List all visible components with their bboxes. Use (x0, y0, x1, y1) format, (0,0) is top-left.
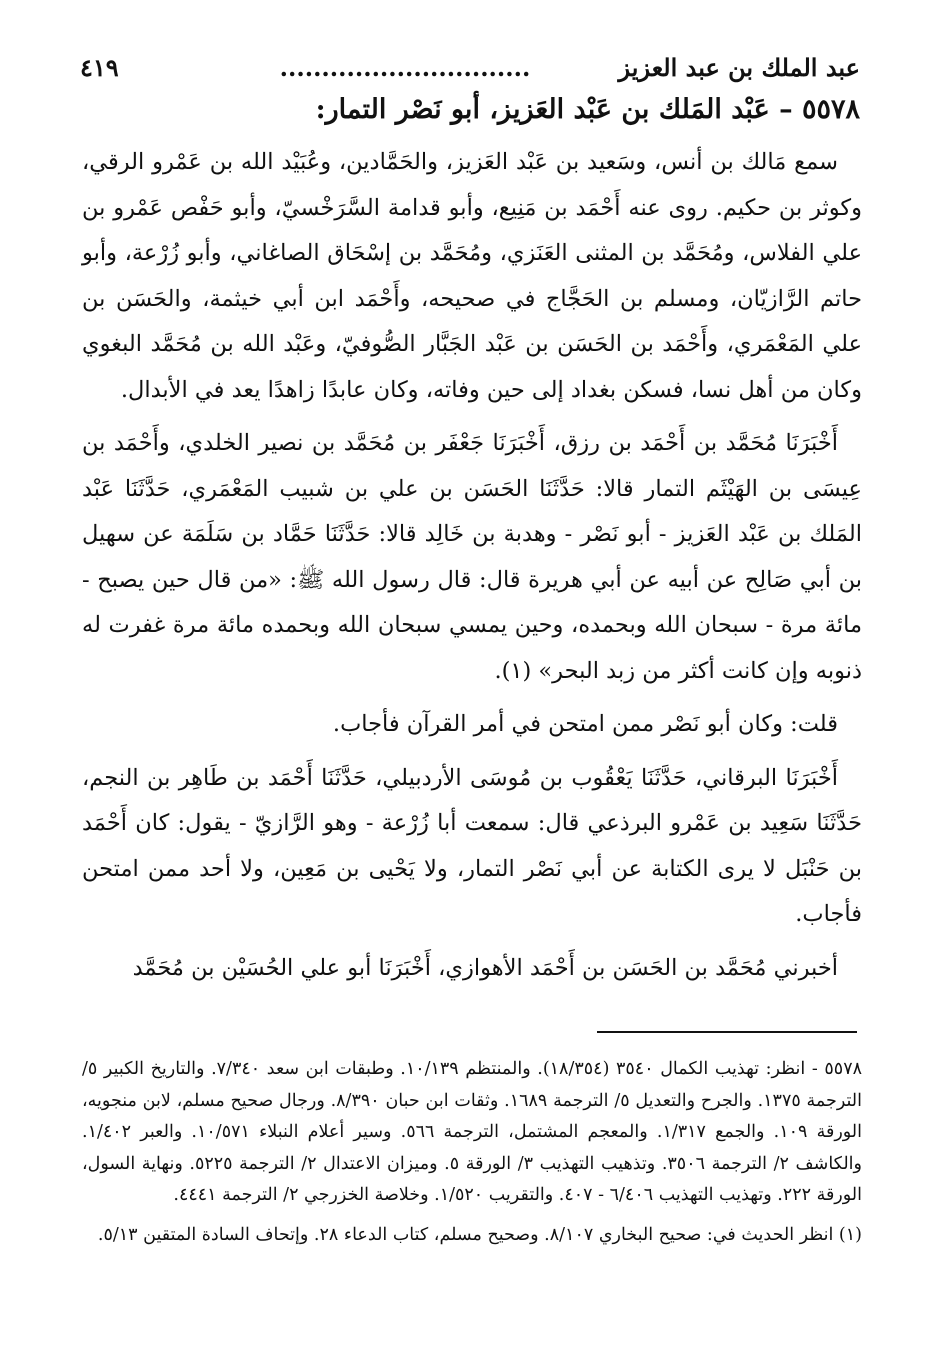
running-header (80, 48, 860, 88)
entry-paragraph-remark: قلت: وكان أبو نَصْر ممن امتحن في أمر القرآن فأجاب. (332, 711, 838, 737)
footnote-sources: ٥٥٧٨ - انظر: تهذيب الكمال ٣٥٤٠ (١٨/٣٥٤). والمنتظم ١٠/١٣٩. وطبقات ابن سعد ٧/٣٤٠. والتاريخ الكبير ٥/ الترجمة ١٣٧٥. والجرح والتعديل ٥/ الترجمة ١٦٨٩. وثقات ابن حبان ٨/٣٩٠. ورجال صحيح مسلم، لابن منجويه، الورقة ١٠٩. والجمع ١/٣١٧. والمعجم المشتمل، الترجمة ٥٦٦. وسير أعلام النبلاء ١٠/٥٧١. والعبر ١/٤٠٢. والكاشف ٢/ الترجمة ٣٥٠٦. وتذهيب التهذيب ٣/ الورقة ٥. وميزان الاعتدال ٢/ الترجمة ٥٢٢٥. ونهاية السول، الورقة ٢٢٢. وتهذيب التهذيب ٦/٤٠٦ - ٤٠٧. والتقريب ١/٥٢٠. وخلاصة الخزرجي ٢/ الترجمة ٤٤٤١. (82, 1059, 863, 1205)
entry-paragraph-continued: أخبرني مُحَمَّد بن الحَسَن بن أَحْمَد الأهوازي، أَخْبَرَنَا أبو علي الحُسَيْن بن مُحَمَّد (132, 954, 838, 981)
page-number: ٤١٩ (80, 53, 119, 82)
running-header-title: عبد الملك بن عبد العزيز (618, 53, 860, 82)
entry-paragraph-hadith: أَخْبَرَنَا مُحَمَّد بن أَحْمَد بن رزق، أَخْبَرَنَا جَعْفَر بن مُحَمَّد بن نصير الخلدي، وأَحْمَد بن عِيسَى بن الهَيْثَم التمار قالا: حَدَّثَنَا الحَسَن بن علي بن شبيب المَعْمَري، حَدَّثَنَا عَبْد المَلك بن عَبْد العَزيز - أبو نَصْر - وهدبة بن خَالِد قالا: حَدَّثَنَا حَمَّاد بن سَلَمَة عن سهيل بن أبي صَالِح عن أبيه عن أبي هريرة قال: قال رسول الله ﷺ: «من قال حين يصبح - مائة مرة - سبحان الله وبحمده، وحين يمسي سبحان الله وبحمده مائة مرة غفرت له ذنوبه وإن كانت أكثر من زبد البحر» (١). (82, 430, 862, 684)
footnote-hadith-reference: (١) انظر الحديث في: صحيح البخاري ٨/١٠٧. وصحيح مسلم، كتاب الدعاء ٢٨. وإتحاف السادة المتقين ٥/١٣. (97, 1224, 862, 1245)
running-header-leader-dots: .............................. (279, 53, 531, 82)
entry-body (82, 140, 862, 991)
entry-paragraph-biography: سمع مَالك بن أنس، وسَعيد بن عَبْد العَزيز، والحَمَّادين، وعُبَيْد الله بن عَمْرو الرقي، وكوثر بن حكيم. روى عنه أَحْمَد بن مَنِيع، وأبو قدامة السَّرَخْسيّ، وأبو حَفْص عَمْرو بن علي الفلاس، ومُحَمَّد بن المثنى العَنَزي، ومُحَمَّد بن إسْحَاق الصاغاني، وأبو زُرْعة، وأبو حاتم الرَّازيّان، ومسلم بن الحَجَّاج في صحيحه، وأَحْمَد ابن أبي خيثمة، والحَسَن بن علي المَعْمَري، وأَحْمَد بن الحَسَن بن عَبْد الجَبَّار الصُّوفيّ، وعَبْد الله بن مُحَمَّد البغوي وكان من أهل نسا، فسكن بغداد إلى حين وفاته، وكان عابدًا زاهدًا يعد في الأبدال. (82, 149, 862, 403)
footnotes (82, 1054, 862, 1251)
footnote-separator (597, 1031, 857, 1033)
entry-paragraph-report: أَخْبَرَنَا البرقاني، حَدَّثَنَا يَعْقُوب بن مُوسَى الأردبيلي، حَدَّثَنَا أَحْمَد بن طَاهِر بن النجم، حَدَّثَنَا سَعِيد بن عَمْرو البرذعي قال: سمعت أبا زُرْعة - وهو الرَّازيّ - يقول: كان أَحْمَد بن حَنْبَل لا يرى الكتابة عن أبي نَصْر التمار، ولا يَحْيى بن مَعِين، ولا أحد ممن امتحن فأجاب. (82, 764, 862, 927)
entry-heading: ٥٥٧٨ – عَبْد المَلك بن عَبْد العَزيز، أبو نَصْر التمار: (315, 94, 860, 125)
